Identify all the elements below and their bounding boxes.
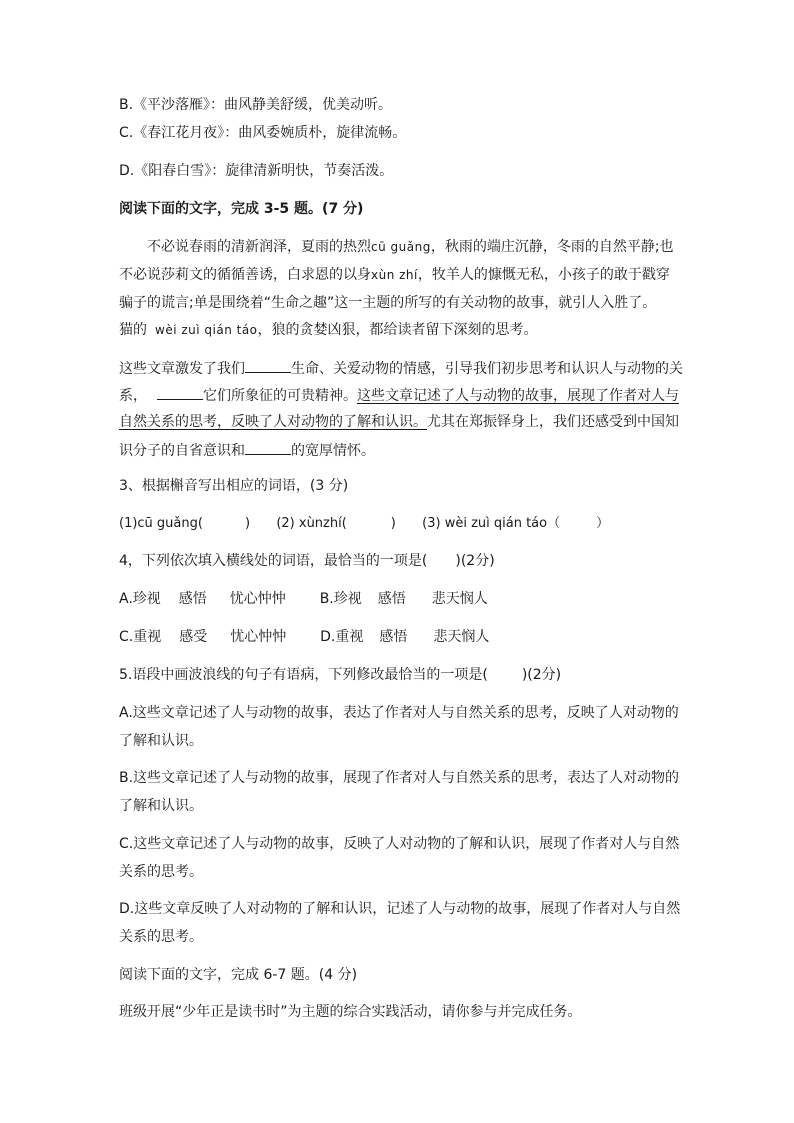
section-6-7-heading: 阅读下面的文字，完成 6-7 题。(4 分) bbox=[119, 967, 358, 983]
section-3-5-heading: 阅读下面的文字，完成 3-5 题。(7 分) bbox=[119, 201, 364, 217]
q5-option-a-line-2: 了解和认识。 bbox=[119, 733, 203, 749]
passage2-line-4: 识分子的自省意识和 的宽厚情怀。 bbox=[119, 440, 375, 460]
question-4-row-1 bbox=[119, 590, 488, 608]
wavy-sentence-part-2: 自然关系的思考，反映了人对动物的了解和认识。 bbox=[119, 414, 427, 430]
q5-option-b-line-1: B.这些文章记述了人与动物的故事，展现了作者对人与自然关系的思考，表达了人对动物的 bbox=[119, 770, 680, 786]
q5-option-b-line-2: 了解和认识。 bbox=[119, 798, 203, 814]
question-3-title: 3、根据槲音写出相应的词语，(3 分) bbox=[119, 478, 349, 494]
pinyin-cu-guang: cū guǎng bbox=[371, 240, 431, 254]
q5-option-a-line-1: A.这些文章记述了人与动物的故事，表达了作者对人与自然关系的思考，反映了人对动物的 bbox=[119, 705, 679, 721]
option-d: D.《阳春白雪》：旋律清新明快，节奏活泼。 bbox=[119, 163, 394, 179]
passage-line-4: 猫的 wèi zuì qián táo，狼的贪婪凶狠，都给读者留下深刻的思考。 bbox=[119, 322, 538, 338]
passage2-line-2: 系， 它们所象征的可贵精神。这些文章记述了人与动物的故事，展现了作者对人与 bbox=[119, 385, 679, 405]
passage-line-3: 骗子的谎言;单是围绕着“生命之趣”这一主题的所写的有关动物的故事，就引人入胜了。 bbox=[119, 295, 657, 311]
question-4-row-2 bbox=[119, 628, 489, 646]
option-b: B.《平沙落雁》：曲风静美舒缓，优美动听。 bbox=[119, 97, 393, 113]
q4-option-d: D.重视 感悟 悲天悯人 bbox=[320, 629, 490, 645]
option-c: C.《春江花月夜》：曲风委婉质朴，旋律流畅。 bbox=[119, 125, 407, 141]
q4-option-a: A.珍视 感悟 忧心忡忡 bbox=[119, 591, 286, 607]
pinyin-wei-zui-qian-tao: wèi zuì qián táo bbox=[155, 323, 258, 337]
question-4-title: 4，下列依次填入横线处的词语，最恰当的一项是( )(2分) bbox=[119, 553, 495, 569]
fill-blank-3[interactable] bbox=[245, 440, 291, 455]
fill-blank-2[interactable] bbox=[157, 385, 203, 400]
passage2-line-1: 这些文章激发了我们 生命、关爱动物的情感，引导我们初步思考和认识人与动物的关 bbox=[119, 358, 683, 378]
pinyin-xun-zhi: xùn zhí bbox=[371, 268, 418, 282]
q5-option-c-line-1: C.这些文章记述了人与动物的故事，反映了人对动物的了解和认识，展现了作者对人与自然 bbox=[119, 836, 680, 852]
section-6-7-intro: 班级开展“少年正是读书时”为主题的综合实践活动，请你参与并完成任务。 bbox=[119, 1004, 582, 1020]
question-5-title: 5.语段中画波浪线的句子有语病，下列修改最恰当的一项是( )(2分) bbox=[119, 667, 562, 683]
passage-line-2: 不必说莎莉文的循循善诱，白求恩的以身xùn zhí，牧羊人的慷慨无私，小孩子的敢于戳穿 bbox=[119, 267, 670, 283]
passage-line-1: 不必说春雨的清新润泽，夏雨的热烈cū guǎng，秋雨的端庄沉静，冬雨的自然平静;也 bbox=[147, 239, 674, 255]
q5-option-c-line-2: 关系的思考。 bbox=[119, 864, 203, 880]
q5-option-d-line-1: D.这些文章反映了人对动物的了解和认识，记述了人与动物的故事，展现了作者对人与自然 bbox=[119, 901, 681, 917]
fill-blank-1[interactable] bbox=[245, 358, 291, 373]
q4-option-b: B.珍视 感悟 悲天悯人 bbox=[319, 591, 488, 607]
question-3-items: (1)cū guǎng( ) (2) xùnzhí( ) (3) wèi zuì qián táo（ ） bbox=[119, 516, 610, 531]
q5-option-d-line-2: 关系的思考。 bbox=[119, 929, 203, 945]
q4-option-c: C.重视 感受 忧心忡忡 bbox=[119, 629, 287, 645]
wavy-sentence-part-1: 这些文章记述了人与动物的故事，展现了作者对人与 bbox=[357, 388, 679, 404]
passage2-line-3: 自然关系的思考，反映了人对动物的了解和认识。尤其在郑振铎身上，我们还感受到中国知 bbox=[119, 414, 679, 430]
